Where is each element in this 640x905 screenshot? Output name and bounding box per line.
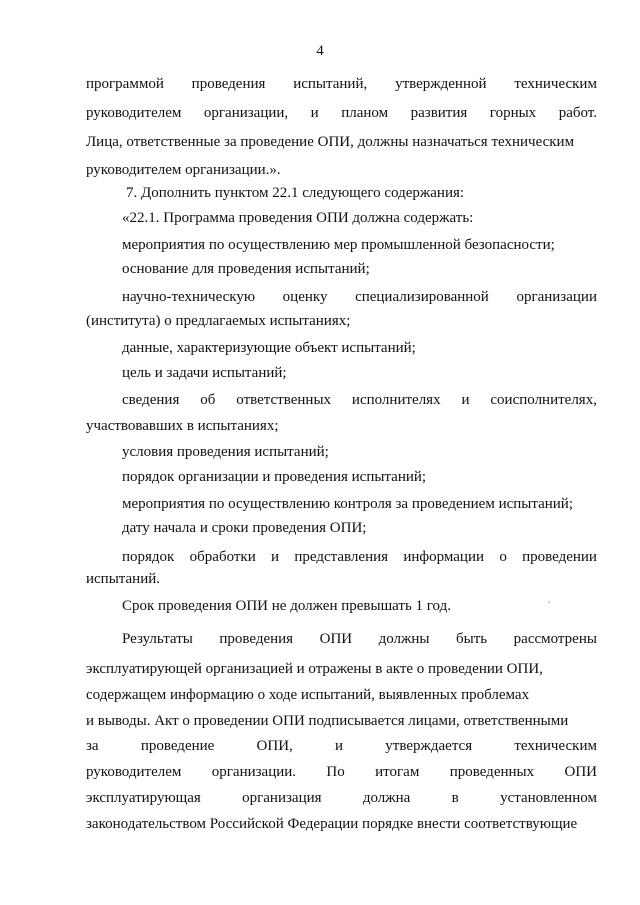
text-line: эксплуатирующей организацией и отражены в акте о проведении ОПИ,	[86, 661, 543, 677]
text-line: законодательством Российской Федерации порядке внести соответствующие	[86, 816, 578, 832]
text-line: цель и задачи испытаний;	[122, 365, 287, 381]
text-line: программой проведения испытаний, утвержденной техническим	[86, 76, 597, 92]
text-line: руководителем организации, и планом развития горных работ.	[86, 105, 597, 121]
text-line: содержащем информацию о ходе испытаний, выявленных проблемах	[86, 687, 530, 703]
text-line: руководителем организации.».	[86, 162, 281, 178]
text-line: научно-техническую оценку специализированной организации	[122, 289, 597, 305]
text-line: порядок обработки и представления информации о проведении	[122, 549, 597, 565]
text-line: основание для проведения испытаний;	[122, 261, 370, 277]
text-line: мероприятия по осуществлению контроля за проведением испытаний;	[122, 496, 574, 512]
text-line: участвовавших в испытаниях;	[86, 418, 279, 434]
text-line: (института) о предлагаемых испытаниях;	[86, 313, 351, 329]
text-line: и выводы. Акт о проведении ОПИ подписывается лицами, ответственными	[86, 713, 569, 729]
text-line: условия проведения испытаний;	[122, 444, 329, 460]
text-line: испытаний.	[86, 571, 161, 587]
text-line: порядок организации и проведения испытаний;	[122, 469, 427, 485]
text-line: Срок проведения ОПИ не должен превышать 1 год.	[122, 598, 452, 614]
text-line: данные, характеризующие объект испытаний;	[122, 340, 416, 356]
text-line: Лица, ответственные за проведение ОПИ, должны назначаться техническим	[86, 134, 575, 150]
text-line: за проведение ОПИ, и утверждается техническим	[86, 738, 597, 754]
text-line: мероприятия по осуществлению мер промышленной безопасности;	[122, 237, 555, 253]
text-line: эксплуатирующая организация должна в установленном	[86, 790, 597, 806]
text-line: «22.1. Программа проведения ОПИ должна содержать:	[122, 210, 474, 226]
text-line: руководителем организации. По итогам проведенных ОПИ	[86, 764, 597, 780]
page-number: 4	[316, 43, 324, 59]
text-line: дату начала и сроки проведения ОПИ;	[122, 520, 367, 536]
text-line: 7. Дополнить пунктом 22.1 следующего содержания:	[126, 185, 465, 201]
text-line: сведения об ответственных исполнителях и соисполнителях,	[122, 392, 597, 408]
text-line: Результаты проведения ОПИ должны быть рассмотрены	[122, 631, 597, 647]
scan-speck	[548, 601, 550, 603]
